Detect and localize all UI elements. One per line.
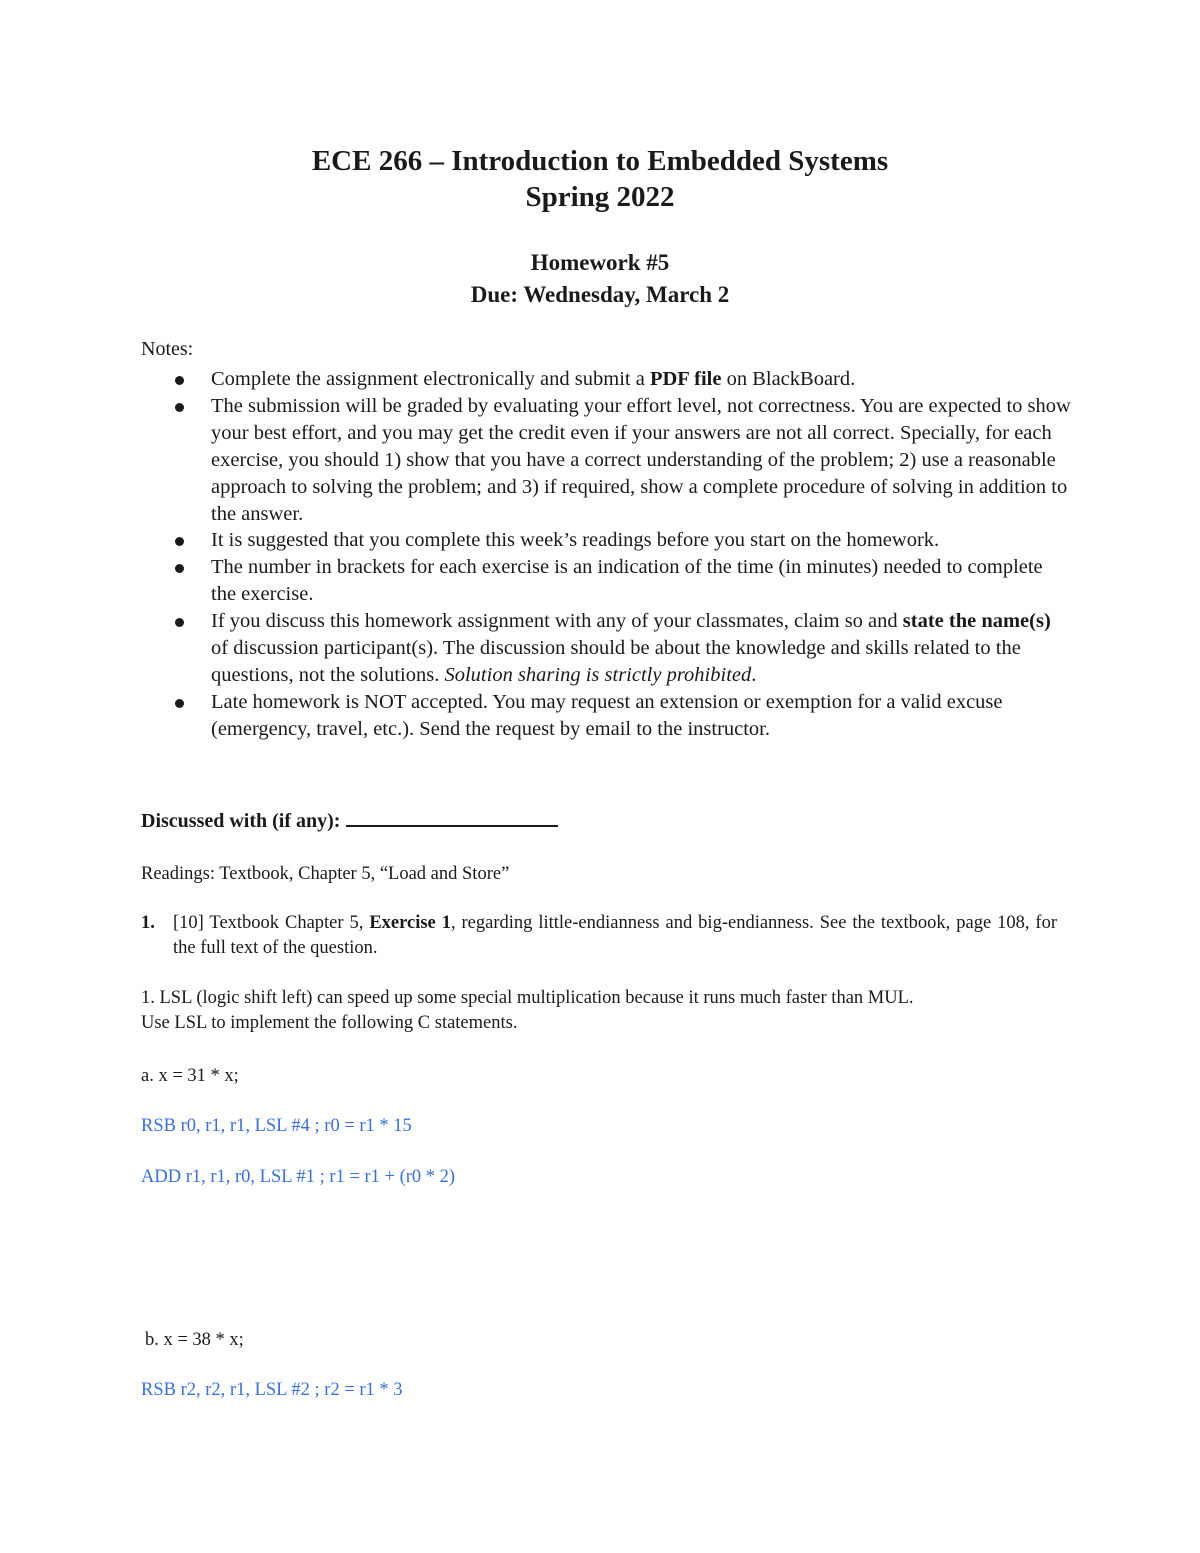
discussed-with: [141, 807, 558, 835]
note-item: The submission will be graded by evaluating your effort level, not correctness. You are expected to show your best effort, and you may get the credit even if your answers are not all correct. Specially, for each exercise, you should 1) show that you have a correct understanding of the problem; 2) use a reasonable approach to solving the problem; and 3) if required, show a complete procedure of solving in addition to the answer.: [141, 393, 1071, 528]
bullet-icon: [175, 699, 184, 708]
question-1-line-2: Use LSL to implement the following C statements.: [141, 1013, 518, 1033]
bullet-icon: [175, 618, 184, 627]
part-a-label: a. x = 31 * x;: [141, 1066, 239, 1086]
exercise-1-text: [10] Textbook Chapter 5, Exercise 1, regarding little-endianness and big-endianness. See the textbook, page 108, for the full text of the question.: [173, 913, 1057, 958]
question-1: [141, 986, 1081, 1036]
part-a-answer-line: ADD r1, r1, r0, LSL #1 ; r1 = r1 + (r0 * 2): [141, 1167, 456, 1187]
question-1-line-1: 1. LSL (logic shift left) can speed up some special multiplication because it runs much faster than MUL.: [141, 988, 914, 1008]
term: Spring 2022: [525, 181, 675, 213]
notes-list: [141, 366, 1071, 743]
part-a-answer-line: RSB r0, r1, r1, LSL #4 ; r0 = r1 * 15: [141, 1116, 412, 1136]
discussed-with-blank[interactable]: [346, 807, 558, 827]
course-title: ECE 266 – Introduction to Embedded Systems: [311, 145, 889, 177]
discussed-with-label: Discussed with (if any):: [141, 810, 341, 832]
note-item: Complete the assignment electronically and submit a PDF file on BlackBoard.: [141, 366, 1071, 393]
note-item: If you discuss this homework assignment with any of your classmates, claim so and state the name(s) of discussion participant(s). The discussion should be about the knowledge and skills related to the questions, not the solutions. Solution sharing is strictly prohibited.: [141, 608, 1071, 689]
note-item: It is suggested that you complete this week’s readings before you start on the homework.: [141, 527, 1071, 554]
exercise-1-number: 1.: [141, 913, 155, 933]
due-date: Due: Wednesday, March 2: [470, 282, 730, 307]
bullet-icon: [175, 537, 184, 546]
bullet-icon: [175, 564, 184, 573]
notes-label: Notes:: [141, 338, 194, 360]
homework-title: Homework #5: [530, 250, 670, 275]
readings: Readings: Textbook, Chapter 5, “Load and Store”: [141, 864, 510, 884]
note-item: The number in brackets for each exercise is an indication of the time (in minutes) needed to complete the exercise.: [141, 554, 1071, 608]
bullet-icon: [175, 403, 184, 412]
part-b-answer-line: RSB r2, r2, r1, LSL #2 ; r2 = r1 * 3: [141, 1380, 403, 1400]
bullet-icon: [175, 376, 184, 385]
note-item: Late homework is NOT accepted. You may request an extension or exemption for a valid excuse (emergency, travel, etc.). Send the request by email to the instructor.: [141, 689, 1071, 743]
exercise-1: [141, 911, 1057, 961]
part-b-label: b. x = 38 * x;: [145, 1330, 244, 1350]
